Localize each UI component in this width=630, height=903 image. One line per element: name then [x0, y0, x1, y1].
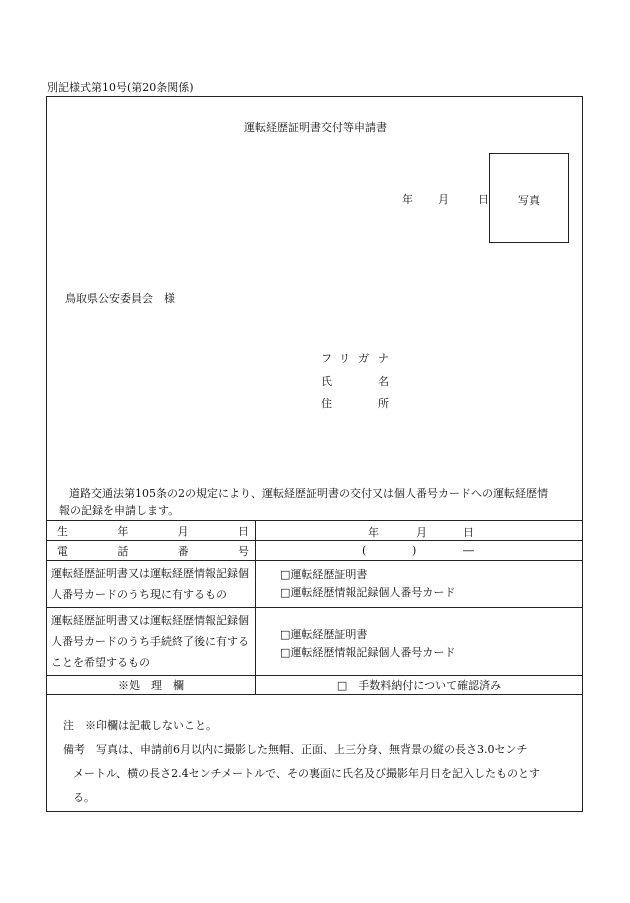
- application-table: [46, 520, 583, 695]
- application-form: 運転経歴証明書交付等申請書 年 月 日 写真 鳥取県公安委員会 様 フ リ ガ ナ 氏 名 住 所 道路交通法第105条の2の規定により、運転経歴証明書の交付又は個人番号カードへの運転経歴情 報の記録を申請します。 生 年 月 日 年 月 日 電 話 番 号 ( ) ― 運転経歴証明書又は運転経歴情報記録個人番号カードのうち現に有するもの □運転経歴証明書 □運転経歴情報記録個人番号カード 運転経歴証明書又は運転経歴情報記録個人番号カードのうち手続終了後に有することを希望するもの □運転経歴証明書 □運転経歴情報記録個人番号カード ※処 理 欄 □ 手数料納付について確認済み 注 ※印欄は記載しないこと。 備考 写真は、申請前6月以内に撮影した無帽、正面、上三分身、無背景の縦の長さ3.0センチ メートル、横の長さ2.4センチメートルで、その裏面に氏名及び撮影年月日を記入したものとす る。: [46, 96, 583, 812]
- application-statement: 道路交通法第105条の2の規定により、運転経歴証明書の交付又は個人番号カードへの運転経歴情 報の記録を申請します。: [59, 487, 548, 517]
- desired-option-certificate[interactable]: □運転経歴証明書: [280, 627, 368, 641]
- addressee: 鳥取県公安委員会 様: [65, 292, 175, 305]
- table-row: [47, 676, 583, 695]
- current-document-options: [256, 561, 583, 608]
- birthdate-field[interactable]: 年 月 日: [256, 521, 583, 541]
- form-number-caption: 別記様式第10号(第20条関係): [47, 81, 194, 94]
- phone-field[interactable]: ( ) ―: [256, 541, 583, 561]
- form-title: 運転経歴証明書交付等申請書: [244, 121, 387, 134]
- note-text: 注 ※印欄は記載しないこと。: [63, 719, 217, 732]
- desired-option-mynumber-card[interactable]: □運転経歴情報記録個人番号カード: [280, 645, 456, 659]
- current-option-certificate[interactable]: □運転経歴証明書: [280, 568, 368, 581]
- office-use-label: ※処 理 欄: [47, 676, 256, 695]
- photo-label: 写真: [518, 194, 540, 207]
- table-row: [47, 541, 583, 561]
- photo-box: [489, 153, 569, 243]
- table-row: [47, 561, 583, 608]
- table-row: [47, 608, 583, 676]
- day-label: 日: [478, 193, 489, 206]
- current-option-mynumber-card[interactable]: □運転経歴情報記録個人番号カード: [280, 586, 456, 599]
- fee-confirmed-checkbox[interactable]: □ 手数料納付について確認済み: [256, 676, 583, 695]
- current-document-label: 運転経歴証明書又は運転経歴情報記録個人番号カードのうち現に有するもの: [47, 561, 256, 608]
- phone-label: 電 話 番 号: [47, 541, 256, 561]
- remark-line-2: メートル、横の長さ2.4センチメートルで、その裏面に氏名及び撮影年月日を記入したものとす: [73, 767, 540, 780]
- desired-document-options: [256, 608, 583, 676]
- year-label: 年: [402, 193, 413, 206]
- table-row: [47, 521, 583, 541]
- birthdate-label: 生 年 月 日: [47, 521, 256, 541]
- remark-line-1: 備考 写真は、申請前6月以内に撮影した無帽、正面、上三分身、無背景の縦の長さ3.0センチ: [63, 743, 528, 756]
- month-label: 月: [438, 193, 449, 206]
- remark-line-3: る。: [73, 791, 95, 804]
- desired-document-label: 運転経歴証明書又は運転経歴情報記録個人番号カードのうち手続終了後に有することを希望するもの: [47, 608, 256, 676]
- footnotes: [63, 714, 573, 810]
